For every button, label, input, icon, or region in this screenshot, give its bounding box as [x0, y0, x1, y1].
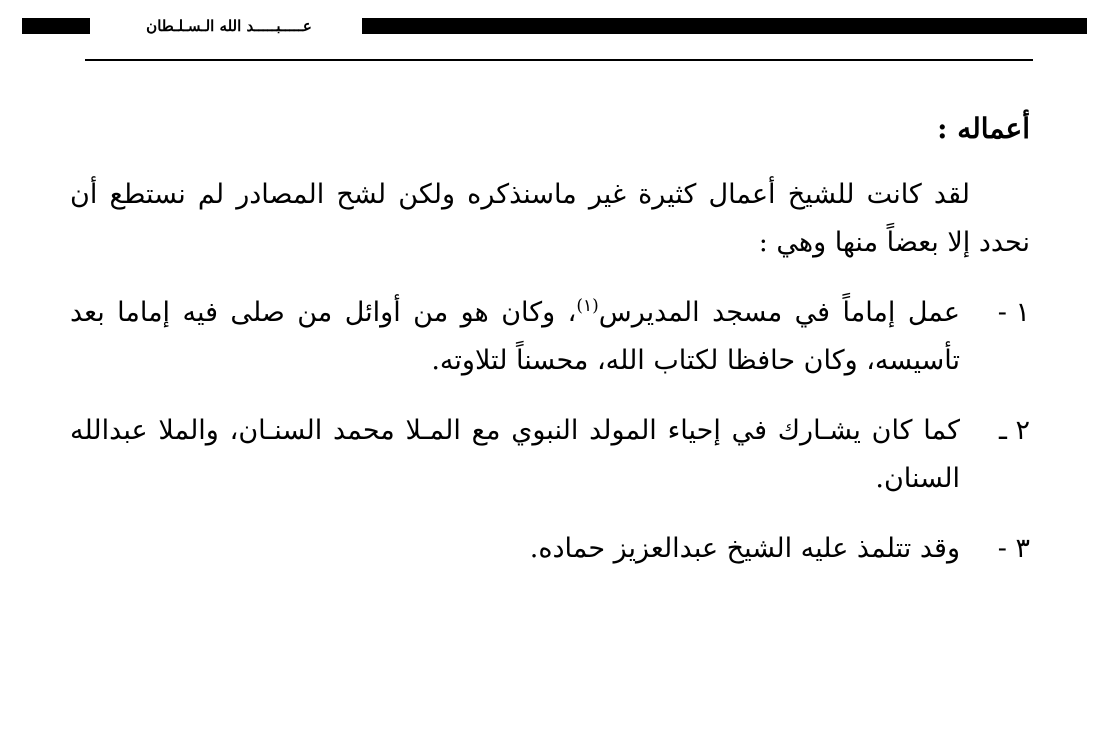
- footnote-reference: (١): [576, 296, 599, 316]
- item-text: كما كان يشـارك في إحياء المولد النبوي مع المـلا محمد السنـان، والملا عبدالله السنان.: [70, 415, 960, 494]
- list-item: [70, 289, 1030, 385]
- section-title: أعماله :: [937, 112, 1030, 145]
- page-body: [70, 105, 1030, 595]
- page-header: [22, 14, 1087, 40]
- item-text-before: عمل إماماً في مسجد المديرس: [598, 297, 960, 328]
- running-title: عـــــبـــــد الله الـسـلـطان: [146, 17, 312, 35]
- header-bar-left: [22, 18, 90, 34]
- header-bar-right: [362, 18, 1087, 34]
- item-text: [70, 289, 960, 385]
- list-item: [70, 407, 1030, 503]
- item-text: وقد تتلمذ عليه الشيخ عبدالعزيز حماده.: [529, 533, 960, 564]
- item-text-after: ، وكان هو من أوائل من صلى فيه إماما بعد تأسيسه، وكان حافظا لكتاب الله، محسناً لتلاوته.: [70, 297, 960, 376]
- item-number: ٢ ـ: [998, 415, 1030, 446]
- item-number: ٣ -: [997, 533, 1030, 564]
- header-rule: [85, 59, 1033, 61]
- list-item: [70, 525, 1030, 573]
- intro-paragraph: لقد كانت للشيخ أعمال كثيرة غير ماسنذكره ولكن لشح المصادر لم نستطع أن نحدد إلا بعضاً منها وهي :: [70, 179, 1030, 258]
- item-number: ١ -: [997, 297, 1030, 328]
